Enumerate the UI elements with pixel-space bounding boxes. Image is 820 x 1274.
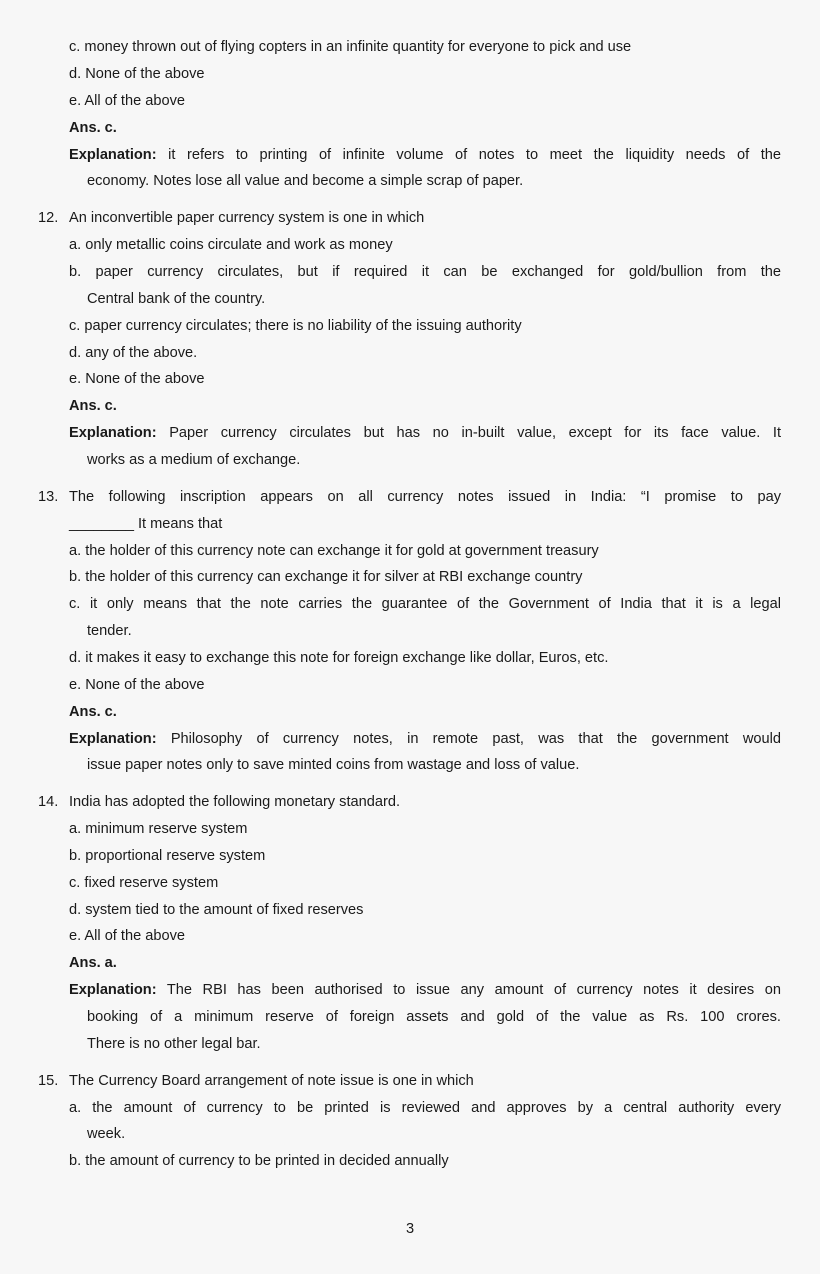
q12-option-e: e. None of the above	[69, 371, 205, 387]
q13-explanation-line-1	[69, 729, 781, 749]
q13-explanation-line-2: issue paper notes only to save minted coins from wastage and loss of value.	[87, 757, 580, 773]
q12-option-b-line-2: Central bank of the country.	[87, 291, 266, 307]
explanation-label: Explanation:	[69, 147, 157, 163]
q12-option-a: a. only metallic coins circulate and work as money	[69, 237, 393, 253]
q14-option-e: e. All of the above	[69, 928, 186, 944]
page-number: 3	[405, 1221, 415, 1237]
q12-number: 12.	[38, 210, 59, 226]
explanation-label: Explanation:	[69, 982, 157, 998]
q11-option-e: e. All of the above	[69, 93, 186, 109]
q13-explanation-text: Philosophy of currency notes, in remote past, was that the government would	[156, 731, 781, 747]
q14-option-d: d. system tied to the amount of fixed reserves	[69, 902, 364, 918]
q15-number: 15.	[38, 1073, 59, 1089]
q14-option-b: b. proportional reserve system	[69, 848, 266, 864]
q14-explanation-line-3: There is no other legal bar.	[87, 1036, 261, 1052]
q11-option-d: d. None of the above	[69, 66, 205, 82]
q12-option-b-line-1: b. paper currency circulates, but if required it can be exchanged for gold/bullion from the	[69, 264, 781, 280]
q13-question-line-1: The following inscription appears on all currency notes issued in India: “I promise to pay	[69, 489, 781, 505]
q11-option-c: c. money thrown out of flying copters in an infinite quantity for everyone to pick and use	[69, 39, 632, 55]
q13-question-line-2: ________ It means that	[69, 516, 223, 532]
q12-option-c: c. paper currency circulates; there is no liability of the issuing authority	[69, 318, 522, 334]
q14-option-c: c. fixed reserve system	[69, 875, 219, 891]
q12-answer: Ans. c.	[69, 398, 117, 414]
q15-option-a-line-1: a. the amount of currency to be printed is reviewed and approves by a central authority every	[69, 1100, 781, 1116]
q14-option-a: a. minimum reserve system	[69, 821, 248, 837]
q13-number: 13.	[38, 489, 59, 505]
explanation-label: Explanation:	[69, 731, 157, 747]
q15-option-a-line-2: week.	[87, 1126, 126, 1142]
q14-question: India has adopted the following monetary standard.	[69, 794, 401, 810]
explanation-label: Explanation:	[69, 425, 157, 441]
q13-option-d: d. it makes it easy to exchange this note for foreign exchange like dollar, Euros, etc.	[69, 650, 609, 666]
q14-number: 14.	[38, 794, 59, 810]
q11-explanation-line-1	[69, 145, 781, 165]
q13-option-c-line-1: c. it only means that the note carries the guarantee of the Government of India that it is a legal	[69, 596, 781, 612]
q12-question: An inconvertible paper currency system is one in which	[69, 210, 425, 226]
q12-explanation-text: Paper currency circulates but has no in-built value, except for its face value. It	[156, 425, 781, 441]
q14-answer: Ans. a.	[69, 955, 117, 971]
q14-explanation-line-2: booking of a minimum reserve of foreign assets and gold of the value as Rs. 100 crores.	[87, 1009, 781, 1025]
q14-explanation-line-1	[69, 980, 781, 1000]
q11-explanation-text: it refers to printing of infinite volume of notes to meet the liquidity needs of the	[156, 147, 781, 163]
q12-option-d: d. any of the above.	[69, 345, 198, 361]
q15-question: The Currency Board arrangement of note issue is one in which	[69, 1073, 474, 1089]
q12-explanation-line-1	[69, 423, 781, 443]
q13-option-e: e. None of the above	[69, 677, 205, 693]
q11-answer: Ans. c.	[69, 120, 117, 136]
q13-answer: Ans. c.	[69, 704, 117, 720]
q13-option-b: b. the holder of this currency can exchange it for silver at RBI exchange country	[69, 569, 583, 585]
q12-explanation-line-2: works as a medium of exchange.	[87, 452, 301, 468]
q13-option-c-line-2: tender.	[87, 623, 132, 639]
q14-explanation-text: The RBI has been authorised to issue any amount of currency notes it desires on	[156, 982, 781, 998]
q11-explanation-line-2: economy. Notes lose all value and become a simple scrap of paper.	[87, 173, 524, 189]
q15-option-b: b. the amount of currency to be printed in decided annually	[69, 1153, 449, 1169]
q13-option-a: a. the holder of this currency note can exchange it for gold at government treasury	[69, 543, 599, 559]
